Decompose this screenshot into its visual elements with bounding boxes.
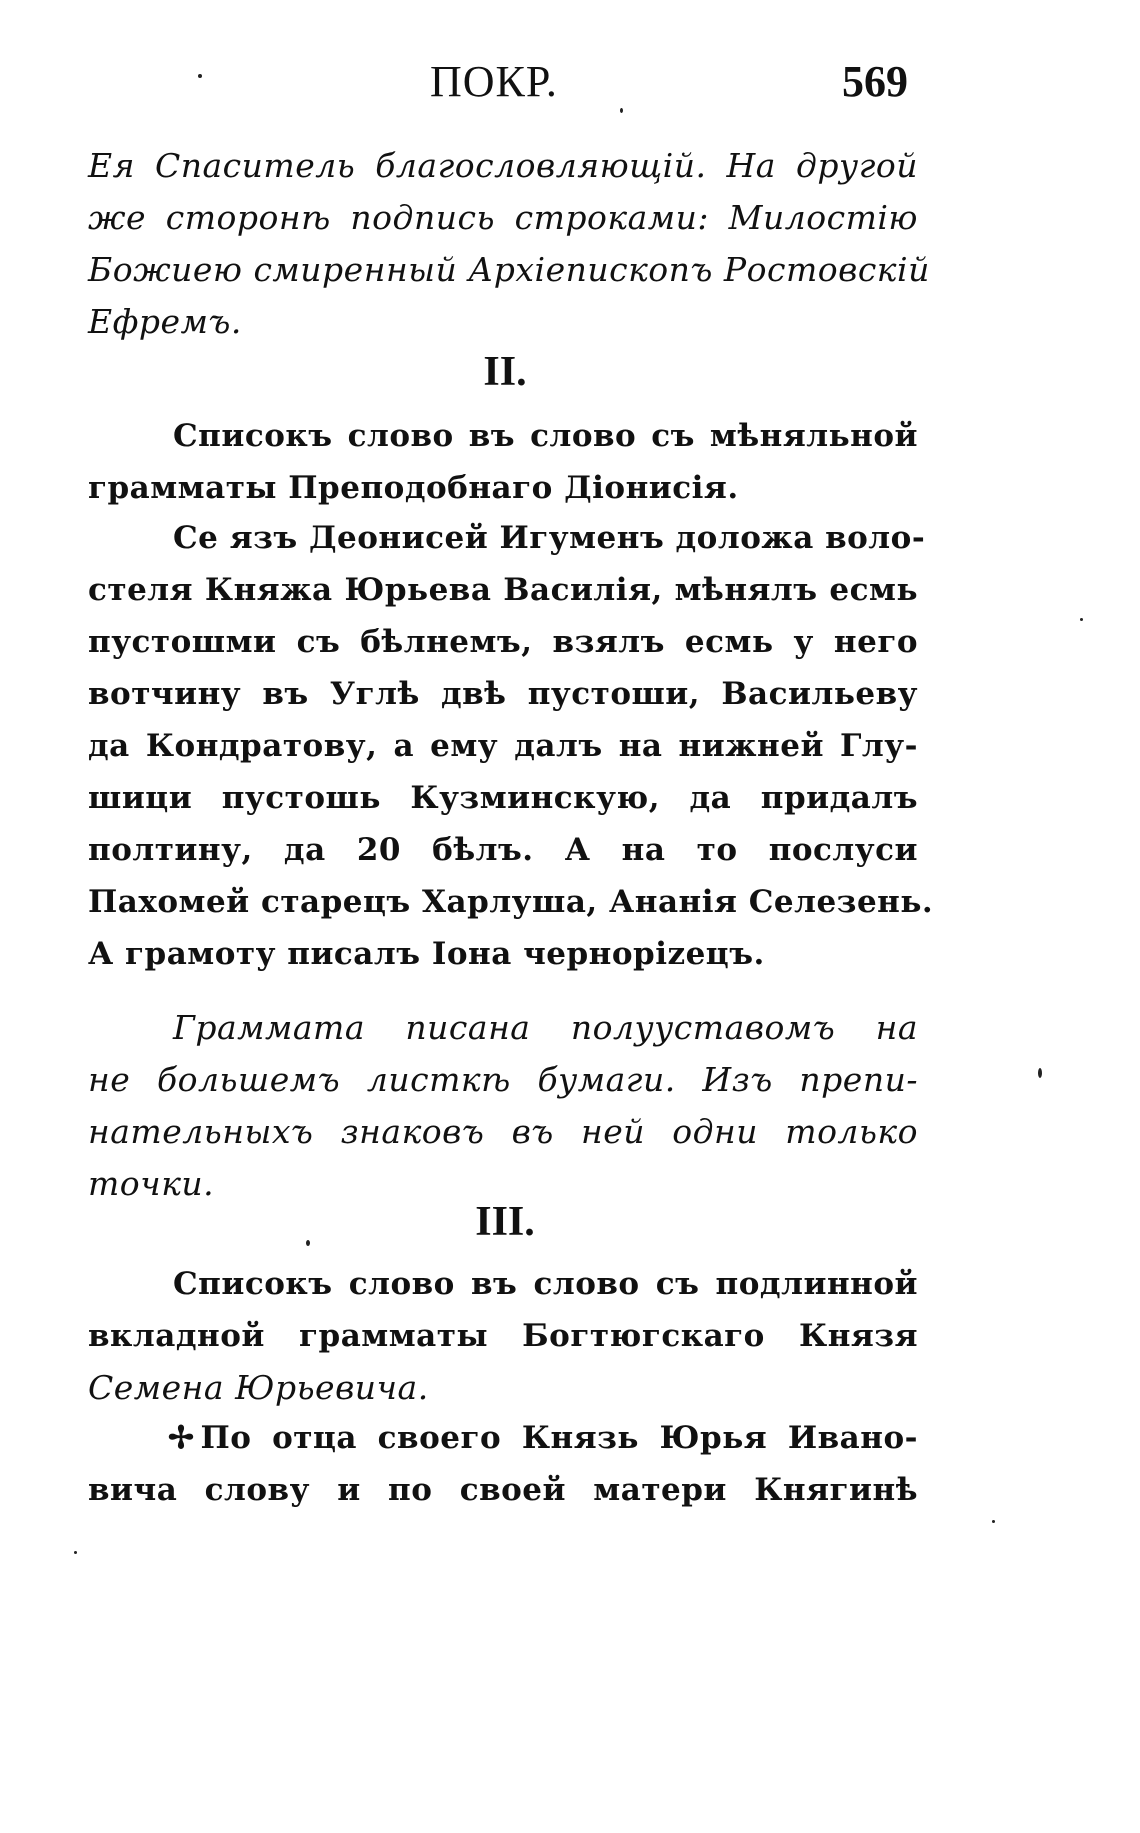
scan-speck: [992, 1520, 995, 1523]
text-line: Пахомей старецъ Харлуша, Ананія Селезень.: [88, 884, 934, 920]
scan-speck: [620, 108, 623, 113]
section-ii-body: [88, 512, 934, 980]
text-line: шици пустошь Кузминскую, да придалъ: [88, 780, 918, 816]
scan-speck: [1038, 1068, 1042, 1078]
note-line: не большемъ листкѣ бумаги. Изъ препи-: [88, 1060, 918, 1099]
text-line: вича слову и по своей матери Княгинѣ: [88, 1472, 918, 1508]
text-line: да Кондратову, а ему далъ на нижней Глу-: [88, 728, 918, 764]
scan-speck: [74, 1551, 77, 1554]
text-line: Се язъ Деонисей Игуменъ доложа воло-: [173, 520, 926, 556]
text-line: А грамоту писалъ Іона чернорizецъ.: [88, 936, 765, 972]
note-line: нательныхъ знаковъ въ ней одни только: [88, 1112, 918, 1151]
text-line: вотчину въ Углѣ двѣ пустоши, Васильеву: [88, 676, 918, 712]
text-line: По отца своего Князь Юрья Ивано-: [200, 1420, 918, 1456]
cross-icon: ✢: [168, 1420, 195, 1456]
running-head: ПОКР.: [430, 57, 558, 106]
title-line: вкладной грамматы Богтюгскаго Князя: [88, 1318, 918, 1354]
section-iii-title: [88, 1258, 918, 1414]
text-line: Ефремъ.: [88, 302, 242, 341]
text-line: Божиею смиренный Архіепископъ Ростовскій: [88, 250, 930, 289]
section-numeral-ii: II.: [483, 349, 527, 395]
scan-speck: [198, 74, 202, 78]
section-ii-title: [88, 410, 918, 514]
scan-speck: [306, 1240, 310, 1246]
page-header: [0, 56, 1140, 116]
title-line: Списокъ слово въ слово съ мѣняльной: [173, 418, 918, 454]
text-line: пустошми съ бѣлнемъ, взялъ есмь у него: [88, 624, 918, 660]
page-number: 569: [842, 57, 908, 106]
text-line: Ея Спаситель благословляющій. На другой: [88, 146, 918, 185]
scan-speck: [1080, 618, 1083, 621]
text-line: полтину, да 20 бѣлъ. А на то послуси: [88, 832, 918, 868]
note-line: Граммата писана полууставомъ на: [173, 1008, 918, 1047]
text-line: же сторонѣ подпись строками: Милостію: [88, 198, 918, 237]
section-ii-note: [88, 1002, 918, 1210]
passage-continuation: [88, 140, 930, 348]
note-line: точки.: [88, 1164, 215, 1203]
text-line-with-cross: [88, 1412, 918, 1464]
text-line: стеля Княжа Юрьева Василія, мѣнялъ есмь: [88, 572, 918, 608]
title-line: Списокъ слово въ слово съ подлинной: [173, 1266, 918, 1302]
section-numeral-iii: III.: [475, 1199, 535, 1245]
title-line: грамматы Преподобнаго Діонисія.: [88, 470, 739, 506]
title-line: Семена Юрьевича.: [88, 1368, 429, 1407]
section-iii-body: [88, 1412, 918, 1516]
